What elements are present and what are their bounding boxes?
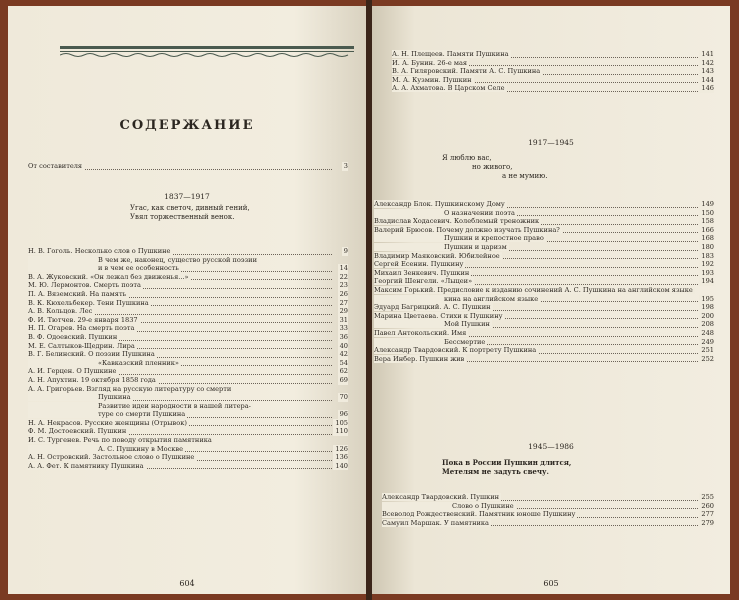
toc-row <box>28 436 348 445</box>
toc-entry-page: 200 <box>701 311 714 320</box>
toc-entry-title: М. А. Кузмин. Пушкин <box>392 75 472 84</box>
toc-entry-page: 166 <box>701 225 714 234</box>
toc-entry-title: Максим Горький. Предисловие к изданию сочинений А. С. Пушкина на английском языке <box>374 285 693 294</box>
toc-row <box>374 295 714 304</box>
toc-entry-page: 255 <box>701 493 714 501</box>
toc-row <box>28 393 348 402</box>
toc-entry-page: 27 <box>339 298 348 307</box>
toc-row <box>28 290 348 299</box>
toc-entry-title: П. А. Вяземский. На память <box>28 289 127 298</box>
toc-row <box>28 385 348 394</box>
toc-entry-title: В. Ф. Одоевский. Пушкин <box>28 332 118 341</box>
toc-entry-page: 260 <box>701 501 714 510</box>
toc-entry-page: 251 <box>701 346 714 355</box>
toc-entry-title: Н. А. Некрасов. Русские женщины (Отрывок) <box>28 418 187 427</box>
toc-entry-page: 105 <box>335 418 348 427</box>
toc-entry-title: А. Н. Островский. Застольное слово о Пушкине <box>28 453 195 462</box>
toc-row <box>28 376 348 385</box>
toc-entry-page: 198 <box>701 303 714 312</box>
toc-entry-page: 33 <box>339 324 348 333</box>
toc-list-right-mid <box>374 200 714 363</box>
toc-entry-page: 40 <box>339 341 348 350</box>
toc-entry-page: 29 <box>339 307 348 316</box>
toc-entry-page: 69 <box>339 375 348 384</box>
toc-row <box>382 519 714 528</box>
epigraph-right-2: Пока в России Пушкин длится, Метелям не задуть свечу. <box>442 458 572 476</box>
toc-entry-title: М. Е. Салтыков-Щедрин. Лира <box>28 341 135 350</box>
header-ornament <box>60 44 354 58</box>
intro-entry <box>28 162 348 171</box>
toc-row <box>374 200 714 209</box>
toc-row <box>374 346 714 355</box>
toc-entry-page: 248 <box>701 328 714 337</box>
toc-entry-title: кина на английском языке <box>374 295 540 303</box>
toc-row <box>28 427 348 436</box>
page-number-right: 605 <box>543 579 559 588</box>
toc-row <box>28 462 348 471</box>
right-page <box>372 6 730 594</box>
toc-entry-title: Михаил Зенкевич. Пушкин <box>374 268 470 277</box>
toc-row <box>28 299 348 308</box>
toc-row <box>374 234 714 243</box>
toc-row <box>28 350 348 359</box>
epigraph-right-1: Я люблю вас, но живого, а не мумию. <box>442 154 548 180</box>
toc-row <box>374 209 714 218</box>
toc-entry-page: 141 <box>701 50 714 58</box>
toc-entry-title: В чем же, наконец, существо русской поэзии <box>28 256 259 264</box>
toc-entry-page: 142 <box>701 58 714 67</box>
toc-entry-page: 143 <box>701 67 714 76</box>
toc-row <box>392 50 714 59</box>
toc-entry-title: А. А. Григорьев. Взгляд на русскую литературу со смерти <box>28 384 232 393</box>
toc-entry-page: 126 <box>335 444 348 453</box>
toc-entry-title: Марина Цветаева. Стихи к Пушкину <box>374 311 503 320</box>
toc-entry-page: 208 <box>701 320 714 329</box>
epigraph-left: Угас, как светоч, дивный гений, Увял торжественный венок. <box>130 204 250 221</box>
toc-entry-title: Слово о Пушкине <box>382 502 516 510</box>
toc-entry-title: А. С. Пушкину в Москве <box>28 445 185 453</box>
toc-row <box>28 307 348 316</box>
toc-row <box>28 445 348 454</box>
toc-entry-page: 31 <box>339 315 348 324</box>
toc-entry-title: Владимир Маяковский. Юбилейное <box>374 251 500 260</box>
toc-entry-title: Александр Блок. Пушкинскому Дому <box>374 200 505 208</box>
toc-row: От составителя 3 <box>28 162 348 170</box>
toc-row <box>28 410 348 419</box>
toc-entry-title: В. Г. Белинский. О поэзии Пушкина <box>28 350 155 359</box>
toc-row <box>374 286 714 295</box>
toc-entry-title: В. А. Жуковский. «Он лежал без движенья...» <box>28 272 189 281</box>
toc-row <box>382 493 714 502</box>
toc-row <box>28 324 348 333</box>
toc-row <box>374 329 714 338</box>
toc-entry-page: 140 <box>335 461 348 470</box>
toc-entry-page: 146 <box>701 84 714 93</box>
toc-entry-title: Валерий Брюсов. Почему должно изучать Пушкина? <box>374 225 560 234</box>
toc-entry-title: Н. П. Огарев. На смерть поэта <box>28 324 135 333</box>
toc-row <box>374 277 714 286</box>
toc-entry-title: Пушкин и крепостное право <box>374 234 546 242</box>
toc-entry-title: А. И. Герцен. О Пушкине <box>28 367 117 376</box>
toc-entry-page: 26 <box>339 289 348 298</box>
toc-entry-title: А. Н. Плещеев. Памяти Пушкина <box>392 50 509 58</box>
toc-entry-page: 183 <box>701 251 714 260</box>
toc-entry-title: Владислав Ходасевич. Колеблемый треножник <box>374 217 540 226</box>
toc-entry-title: Ф. М. Достоевский. Пушкин <box>28 427 127 436</box>
toc-row <box>28 402 348 411</box>
toc-entry-title: А. А. Фет. К памятнику Пушкина <box>28 461 144 470</box>
toc-entry-title: «Кавказский пленник» <box>28 359 181 367</box>
toc-entry-title: и в чем ее особенность <box>28 264 181 272</box>
toc-entry-page: 36 <box>339 332 348 341</box>
toc-entry-page: 144 <box>701 75 714 84</box>
toc-entry-page: 277 <box>701 510 714 519</box>
toc-row <box>374 303 714 312</box>
toc-entry-title: О назначении поэта <box>374 209 517 217</box>
toc-row <box>28 247 348 256</box>
toc-entry-page: 150 <box>701 208 714 217</box>
toc-entry-title: Александр Твардовский. Пушкин <box>382 493 500 501</box>
toc-entry-page: 252 <box>701 354 714 363</box>
toc-heading: СОДЕРЖАНИЕ <box>119 118 255 133</box>
toc-row <box>28 281 348 290</box>
toc-entry-title: И. С. Тургенев. Речь по поводу открытия памятника <box>28 436 212 445</box>
toc-entry-page: 193 <box>701 268 714 277</box>
toc-entry-page: 180 <box>701 242 714 251</box>
toc-entry-page: 23 <box>339 281 348 290</box>
toc-row <box>374 243 714 252</box>
toc-row <box>374 252 714 261</box>
toc-row <box>28 264 348 273</box>
toc-entry-page: 62 <box>339 367 348 376</box>
toc-entry-title: Пушкина <box>28 393 133 401</box>
toc-entry-title: Самуил Маршак. У памятника <box>382 518 489 527</box>
toc-entry-title: В. К. Кюхельбекер. Тени Пушкина <box>28 298 149 307</box>
section-1945-1986: 1945—1986 <box>528 442 574 451</box>
toc-entry-title: Ф. И. Тютчев. 29-е января 1837 <box>28 315 138 324</box>
toc-row <box>28 453 348 462</box>
toc-entry-page: 195 <box>701 294 714 303</box>
toc-entry-page: 136 <box>335 453 348 462</box>
toc-entry-title: Александр Твардовский. К портрету Пушкина <box>374 346 537 355</box>
toc-entry-title: Развитие идеи народности в нашей литера- <box>28 402 253 410</box>
toc-entry-title: Вера Инбер. Пушкин жив <box>374 354 465 363</box>
toc-entry-page: 158 <box>701 217 714 226</box>
toc-entry-page: 9 <box>343 247 348 255</box>
toc-entry-title: Павел Антокольский. Имя <box>374 328 467 337</box>
toc-row <box>392 84 714 93</box>
toc-row <box>374 338 714 347</box>
toc-row <box>374 320 714 329</box>
toc-entry-page: 14 <box>339 264 348 273</box>
toc-row <box>374 217 714 226</box>
toc-entry-title: И. А. Бунин. 26-е мая <box>392 58 468 67</box>
toc-entry-title: Сергей Есенин. Пушкину <box>374 260 464 269</box>
toc-entry-page: 194 <box>701 277 714 286</box>
toc-entry-page: 149 <box>701 200 714 208</box>
toc-entry-title: А. А. Ахматова. В Царском Селе <box>392 84 505 93</box>
toc-row <box>374 260 714 269</box>
toc-list-right-top <box>392 50 714 93</box>
toc-row <box>28 367 348 376</box>
toc-entry-title: Пушкин и царизм <box>374 243 509 251</box>
toc-list-right-bottom <box>382 493 714 527</box>
toc-entry-title: туре со смерти Пушкина <box>28 410 187 418</box>
toc-entry-title: В. А. Гиляровский. Памяти А. С. Пушкина <box>392 67 541 76</box>
toc-entry-page: 110 <box>335 427 348 436</box>
toc-row <box>392 67 714 76</box>
toc-entry-title: М. Ю. Лермонтов. Смерть поэта <box>28 281 141 290</box>
toc-row <box>382 510 714 519</box>
toc-entry-title: Мой Пушкин <box>374 320 492 328</box>
toc-row <box>28 256 348 265</box>
toc-entry-title: Эдуард Багрицкий. А. С. Пушкин <box>374 303 491 312</box>
toc-entry-page: 168 <box>701 234 714 243</box>
toc-row <box>382 502 714 511</box>
toc-entry-page: 279 <box>701 518 714 527</box>
toc-entry-title: Всеволод Рождественский. Памятник юноше Пушкину <box>382 510 576 519</box>
toc-list-left <box>28 247 348 470</box>
toc-entry-title: Н. В. Гоголь. Несколько слов о Пушкине <box>28 247 171 255</box>
section-1917-1945: 1917—1945 <box>528 138 574 147</box>
toc-entry-title: А. В. Кольцов. Лес <box>28 307 93 316</box>
toc-entry-page: 22 <box>339 272 348 281</box>
toc-entry-title: Бессмертие <box>374 338 487 346</box>
toc-entry-page: 70 <box>339 393 348 402</box>
section-1837-1917: 1837—1917 <box>164 192 210 201</box>
toc-entry-page: 192 <box>701 260 714 269</box>
toc-entry-page: 249 <box>701 337 714 346</box>
toc-entry-page: 42 <box>339 350 348 359</box>
toc-row <box>374 355 714 364</box>
toc-entry-title: А. Н. Апухтин. 19 октября 1858 года <box>28 375 156 384</box>
page-number-left: 604 <box>179 579 195 588</box>
toc-entry-page: 96 <box>339 410 348 419</box>
toc-entry-page: 54 <box>339 358 348 367</box>
toc-row <box>392 59 714 68</box>
toc-row <box>28 333 348 342</box>
toc-row <box>28 342 348 351</box>
toc-entry-title: Георгий Шенгели. «Лыцеи» <box>374 277 473 286</box>
left-page <box>8 6 366 594</box>
